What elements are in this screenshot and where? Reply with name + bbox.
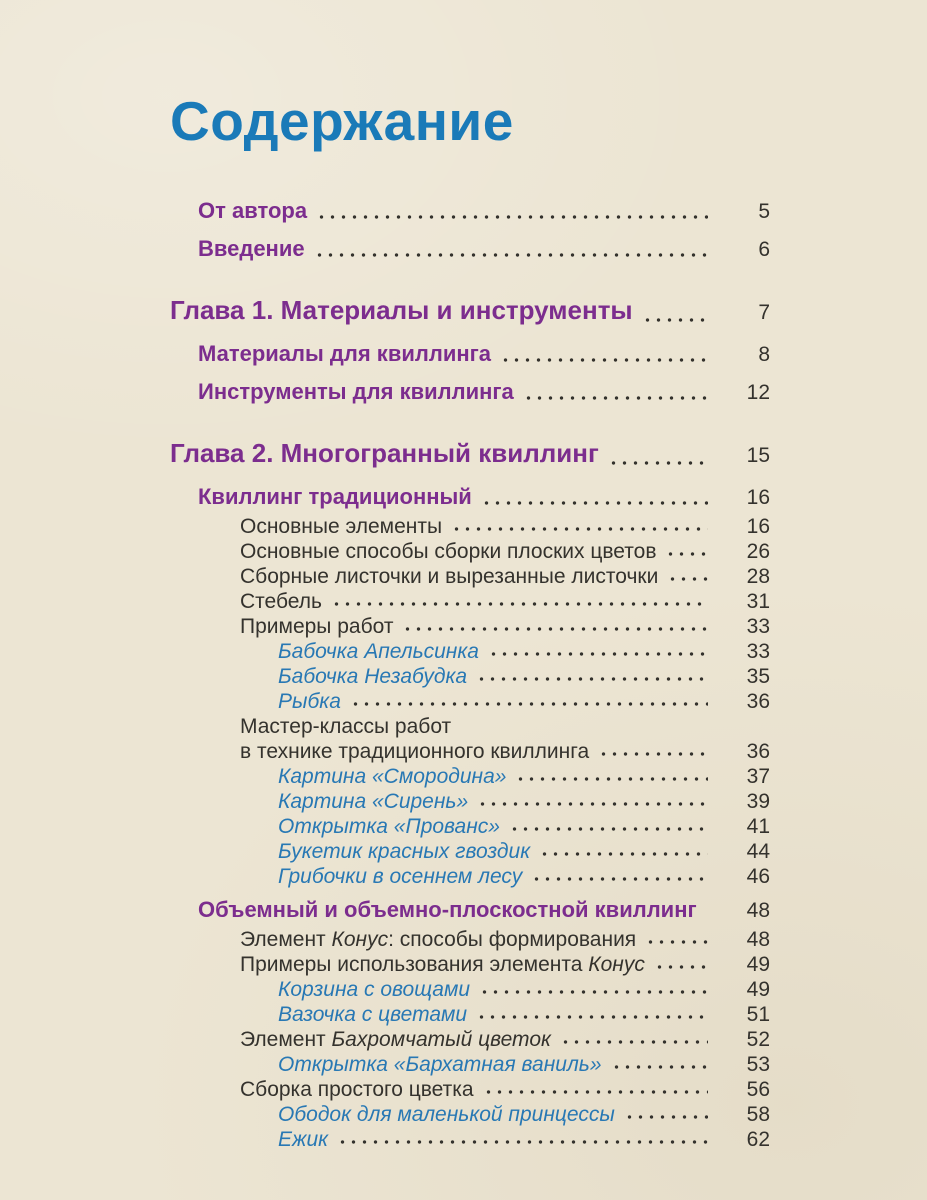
dot-leader <box>477 789 708 814</box>
dot-leader <box>624 1102 708 1127</box>
page-number: 49 <box>746 978 770 1001</box>
toc-entry-label: Материалы для квиллинга <box>198 341 492 366</box>
dot-leader <box>476 1002 708 1027</box>
toc-entry-label: Рыбка <box>278 690 341 713</box>
toc-row <box>170 839 770 864</box>
dot-leader <box>314 232 708 266</box>
toc-entry-label: Глава 1. Материалы и инструменты <box>170 295 633 325</box>
toc-row <box>170 564 770 589</box>
toc-entry-label: Элемент Бахромчатый цветок <box>240 1028 551 1051</box>
toc-row <box>170 232 770 266</box>
toc-row <box>170 589 770 614</box>
page-number: 62 <box>746 1128 770 1151</box>
page-number: 58 <box>746 1103 770 1126</box>
toc-row <box>170 194 770 228</box>
toc-row <box>170 1002 770 1027</box>
dot-leader <box>560 1027 708 1052</box>
toc-entry-label: Картина «Сирень» <box>278 790 469 813</box>
toc-row <box>170 1127 770 1152</box>
dot-leader <box>642 290 708 333</box>
dot-leader <box>531 864 708 889</box>
dot-leader <box>331 589 708 614</box>
dot-leader <box>598 739 708 764</box>
dot-leader <box>667 564 708 589</box>
toc-entry-label: Мастер-классы работ <box>240 715 452 738</box>
toc-entry-label: Вазочка с цветами <box>278 1003 468 1026</box>
toc-row <box>170 539 770 564</box>
page-number: 52 <box>746 1028 770 1051</box>
toc-entry-label: Примеры использования элемента Конус <box>240 953 645 976</box>
toc-entry-label: Открытка «Бархатная ваниль» <box>278 1053 602 1076</box>
toc-row <box>170 614 770 639</box>
page-number: 8 <box>758 343 770 366</box>
dot-leader <box>337 1127 708 1152</box>
toc-row <box>170 814 770 839</box>
page-number: 46 <box>746 865 770 888</box>
toc-row <box>170 480 770 514</box>
toc-row <box>170 375 770 409</box>
page-number: 44 <box>746 840 770 863</box>
toc-entry-label: Квиллинг традиционный <box>198 484 472 509</box>
toc-entry-label: Бабочка Апельсинка <box>278 640 479 663</box>
toc-row <box>170 1052 770 1077</box>
page-number: 5 <box>758 200 770 223</box>
toc-row <box>170 290 770 333</box>
toc-row <box>170 433 770 476</box>
page-number: 37 <box>746 765 770 788</box>
dot-leader <box>539 839 708 864</box>
dot-leader <box>479 977 708 1002</box>
dot-leader <box>500 337 708 371</box>
dot-leader <box>645 927 708 952</box>
dot-leader <box>509 814 708 839</box>
dot-leader <box>706 893 708 927</box>
toc-entry-label: Картина «Смородина» <box>278 765 507 788</box>
page-number: 41 <box>746 815 770 838</box>
toc-entry-label: Основные способы сборки плоских цветов <box>240 540 657 563</box>
toc-row <box>170 864 770 889</box>
dot-leader <box>451 514 708 539</box>
toc-entry-label: Ежик <box>278 1128 329 1151</box>
toc-entry-label: Инструменты для квиллинга <box>198 379 514 404</box>
page-number: 31 <box>746 590 770 613</box>
toc-entry-label: Ободок для маленькой принцессы <box>278 1103 615 1126</box>
toc-row <box>170 1102 770 1127</box>
page-title: Содержание <box>170 90 514 152</box>
toc-row <box>170 1027 770 1052</box>
toc-entry-label: Корзина с овощами <box>278 978 471 1001</box>
toc-row <box>170 1077 770 1102</box>
toc-entry-label: Сборные листочки и вырезанные листочки <box>240 565 659 588</box>
toc-entry-label: Открытка «Прованс» <box>278 815 500 838</box>
toc-entry-label: Основные элементы <box>240 515 443 538</box>
dot-leader <box>402 614 708 639</box>
page-number: 39 <box>746 790 770 813</box>
page-number: 56 <box>746 1078 770 1101</box>
dot-leader <box>476 664 708 689</box>
toc-row <box>170 739 770 764</box>
toc-entry-label: Глава 2. Многогранный квиллинг <box>170 438 599 468</box>
dot-leader <box>515 764 708 789</box>
toc-list <box>170 194 770 1152</box>
page-number: 48 <box>746 928 770 951</box>
page-number: 35 <box>746 665 770 688</box>
dot-leader <box>488 639 708 664</box>
toc-entry-label: Введение <box>198 236 305 261</box>
page-number: 49 <box>746 953 770 976</box>
toc-row <box>170 893 770 927</box>
page-number: 36 <box>746 690 770 713</box>
dot-leader <box>654 952 708 977</box>
toc-row <box>170 639 770 664</box>
page-number: 16 <box>746 515 770 538</box>
toc-entry-label: Грибочки в осеннем лесу <box>278 865 523 888</box>
toc-row <box>170 514 770 539</box>
toc-row <box>170 764 770 789</box>
page-number: 26 <box>746 540 770 563</box>
dot-leader <box>611 1052 708 1077</box>
dot-leader <box>350 689 708 714</box>
page-number: 36 <box>746 740 770 763</box>
dot-leader <box>665 539 708 564</box>
toc-entry-label: в технике традиционного квиллинга <box>240 740 590 763</box>
page-number: 16 <box>746 486 770 509</box>
toc-entry-label: Сборка простого цветка <box>240 1078 474 1101</box>
page-number: 51 <box>746 1003 770 1026</box>
toc-row <box>170 689 770 714</box>
dot-leader <box>483 1077 708 1102</box>
dot-leader <box>608 433 708 476</box>
toc-row <box>170 927 770 952</box>
page-number: 53 <box>746 1053 770 1076</box>
toc-row <box>170 714 770 739</box>
toc-entry-label: Бабочка Незабудка <box>278 665 468 688</box>
toc-row <box>170 337 770 371</box>
toc-entry-label: Объемный и объемно-плоскостной квиллинг <box>198 897 697 922</box>
toc-entry-label: Примеры работ <box>240 615 394 638</box>
page-number: 48 <box>746 899 770 922</box>
page-number: 7 <box>758 301 770 324</box>
page-number: 33 <box>746 615 770 638</box>
dot-leader <box>316 194 708 228</box>
toc-row <box>170 789 770 814</box>
toc-row <box>170 664 770 689</box>
dot-leader <box>523 375 708 409</box>
dot-leader <box>481 480 708 514</box>
toc-entry-label: Стебель <box>240 590 322 613</box>
toc-entry-label: Элемент Конус: способы формирования <box>240 928 637 951</box>
page-number: 6 <box>758 238 770 261</box>
toc-row <box>170 977 770 1002</box>
page-number: 15 <box>746 444 770 467</box>
toc-row <box>170 952 770 977</box>
page-number: 33 <box>746 640 770 663</box>
toc-entry-label: От автора <box>198 198 308 223</box>
toc-entry-label: Букетик красных гвоздик <box>278 840 531 863</box>
page-number: 28 <box>746 565 770 588</box>
page-number: 12 <box>746 381 770 404</box>
